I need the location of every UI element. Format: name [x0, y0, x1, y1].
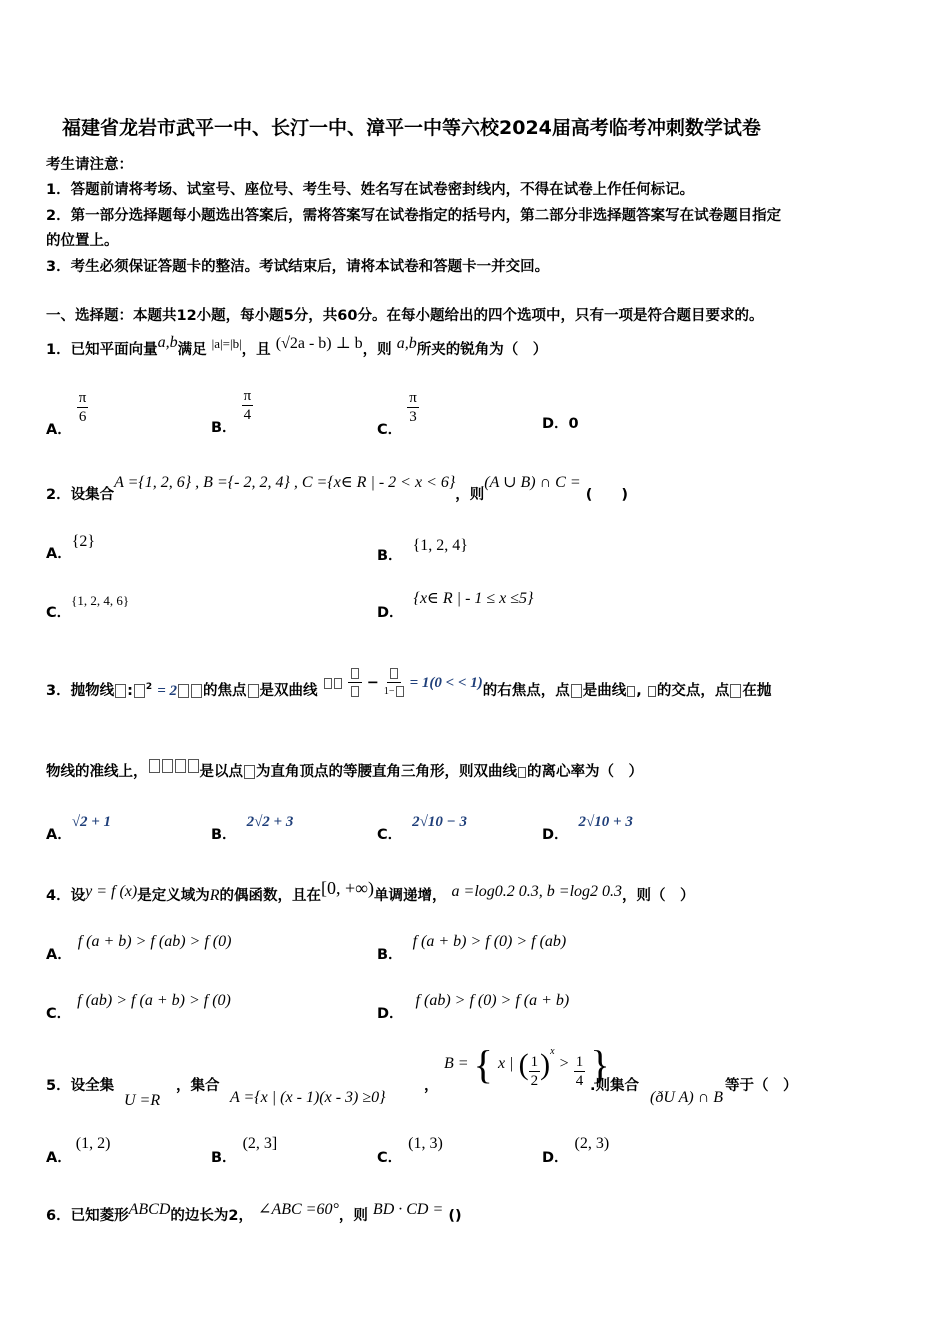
q2-text-2: ( ): [585, 487, 628, 503]
q5-set-B: [444, 1042, 610, 1100]
q4-option-d-value: f (ab) > f (0) > f (a + b): [415, 992, 570, 1009]
q5-option-c-label: C．: [377, 1150, 403, 1166]
q3-line2-prefix: 物线的准线上，: [46, 764, 148, 780]
q5-option-a: [46, 1132, 111, 1166]
placeholder-glyph: [351, 686, 359, 697]
q4-option-a-label: A．: [46, 947, 72, 963]
placeholder-glyph: [162, 759, 173, 773]
q3-text-5: 的交点，点: [656, 683, 730, 699]
q1-text-1: 满足: [177, 342, 207, 358]
placeholder-glyph: [648, 686, 656, 697]
q4-option-b-label: B．: [377, 947, 403, 963]
q4-R: R: [209, 887, 220, 904]
q1-condition-2: (√2a - b) ⊥ b: [275, 335, 363, 352]
q2-option-b-label: B．: [377, 548, 403, 564]
question-2: [46, 474, 628, 504]
q4-prefix: 4．设: [46, 888, 86, 904]
q6-abcd: ABCD: [128, 1201, 171, 1218]
q5-option-a-label: A．: [46, 1150, 72, 1166]
q2-option-a-label: A．: [46, 546, 72, 562]
placeholder-glyph: [149, 759, 160, 773]
placeholder-glyph: [390, 668, 398, 679]
q5-option-a-value: (1, 2): [75, 1135, 111, 1152]
q2-expr: (A ∪ B) ∩ C =: [484, 474, 581, 491]
q5-exponent: x: [550, 1045, 555, 1057]
notice-item-3: 3．考生必须保证答题卡的整洁。考试结束后，请将本试卷和答题卡一并交回。: [46, 259, 550, 275]
q4-function: y = f (x): [85, 883, 138, 900]
q5-option-c-value: (1, 3): [408, 1135, 443, 1152]
q5-half: [529, 1054, 541, 1090]
q3-option-a-value: √2 + 1: [71, 814, 112, 830]
q2-option-d: [377, 587, 534, 621]
q5-text-2: ，: [424, 1078, 439, 1094]
q3-text-3: 的右焦点，点: [482, 683, 570, 699]
q5-option-c: [377, 1132, 443, 1166]
q3-option-b-value: 2√2 + 3: [246, 814, 294, 830]
q5-B-left: B =: [444, 1055, 469, 1072]
q5-B-x: x |: [497, 1055, 514, 1072]
question-6: [46, 1201, 462, 1225]
q3-option-a-label: A．: [46, 827, 72, 843]
q4-option-d-label: D．: [377, 1006, 404, 1022]
q6-text-3: (): [448, 1208, 462, 1224]
q1-option-a-num: π: [78, 390, 87, 406]
q3-hyperbola-tail: = 1(0 < < 1): [409, 675, 483, 691]
placeholder-glyph: [115, 684, 126, 698]
q5-option-b-label: B．: [211, 1150, 237, 1166]
q5-half-den: 2: [530, 1072, 539, 1089]
question-3-line-2: [46, 760, 643, 781]
brace-left: {: [473, 1042, 493, 1087]
placeholder-glyph: [571, 684, 582, 698]
q2-option-d-label: D．: [377, 605, 404, 621]
q5-option-d-label: D．: [542, 1150, 569, 1166]
q1-text-4: 所夹的锐角为（ ）: [416, 342, 548, 358]
q5-expr: (ðU A) ∩ B: [650, 1089, 724, 1106]
q1-option-d: [542, 412, 579, 433]
q1-option-b-frac: [242, 388, 254, 424]
q3-text-8: 为直角顶点的等腰直角三角形，则双曲线: [256, 764, 517, 780]
question-3-line-1: 3．抛物线 : $^2$ = 2 的焦点 是双曲线 − 1− = 1(0 < < 1)的右焦点，点 是曲线 , 的交点，点 在抛: [46, 673, 771, 709]
q4-option-b: [377, 930, 567, 963]
q5-text-1: ，集合: [176, 1078, 220, 1094]
q3-option-d: [542, 810, 633, 843]
q3-option-b: [211, 810, 294, 843]
q3-option-d-label: D．: [542, 827, 569, 843]
placeholder-glyph: [396, 686, 404, 697]
hyperbola-frac-2: 1−: [384, 665, 405, 701]
q5-U: U =R: [124, 1092, 161, 1109]
q1-text-3: ，则: [362, 342, 392, 358]
q1-option-d-value: 0: [568, 416, 579, 432]
placeholder-glyph: [730, 684, 741, 698]
q1-option-c: [377, 390, 419, 438]
q4-text-2: 的偶函数，且在: [219, 888, 321, 904]
q4-option-a-value: f (a + b) > f (ab) > f (0): [77, 933, 232, 950]
q3-option-d-value: 2√10 + 3: [578, 814, 633, 830]
q6-text-1: 的边长为2，: [170, 1208, 253, 1224]
q1-option-c-frac: [407, 390, 419, 426]
q5-quarter-den: 4: [575, 1072, 584, 1089]
q4-option-c-value: f (ab) > f (a + b) > f (0): [77, 992, 231, 1009]
q3-option-c-value: 2√10 − 3: [412, 814, 467, 830]
q5-text-3: .则集合: [590, 1078, 640, 1094]
section-heading: 一、选择题：本题共12小题，每小题5分，共60分。在每小题给出的四个选项中，只有一项是符合题目要求的。: [46, 308, 764, 324]
paren-right: ): [540, 1048, 551, 1081]
q2-option-a: [46, 530, 96, 562]
q4-option-c-label: C．: [46, 1006, 72, 1022]
notice-item-2a: 2．第一部分选择题每小题选出答案后，需将答案写在试卷指定的括号内，第二部分非选择题答案写在试卷题目指定: [46, 208, 782, 224]
q3-text-2: 是双曲线: [259, 683, 318, 699]
q2-text-1: ，则: [455, 487, 485, 503]
q3-text-7: 是以点: [199, 764, 243, 780]
q5-set-A: [230, 1087, 386, 1107]
placeholder-glyph: [191, 684, 202, 698]
q5-quarter: [574, 1054, 586, 1090]
q2-option-c: [46, 589, 130, 621]
q1-option-b: [211, 388, 253, 436]
q5-option-d-value: (2, 3): [574, 1135, 610, 1152]
placeholder-glyph: [324, 678, 332, 689]
q4-option-c: [46, 989, 231, 1022]
q5-universal-set: [124, 1090, 160, 1110]
paren-left: (: [518, 1048, 529, 1081]
q6-text-2: ，则: [338, 1208, 368, 1224]
q5-expression: [650, 1087, 723, 1107]
q3-option-c: [377, 810, 467, 843]
placeholder-glyph: [188, 759, 199, 773]
placeholder-glyph: [244, 765, 255, 779]
q1-option-a-frac: [77, 390, 89, 426]
q1-option-d-label: D．: [542, 416, 569, 432]
q1-ab-2: a,b: [396, 335, 417, 352]
q1-condition-1: |a|=|b|: [211, 336, 242, 351]
q4-text-1: 是定义域为: [137, 888, 210, 904]
hyperbola-frac-1: [348, 665, 362, 701]
q6-angle: ∠ABC =60°: [258, 1201, 339, 1218]
q1-prefix: 1．已知平面向量: [46, 342, 158, 358]
q1-option-b-label: B．: [211, 420, 237, 436]
q2-option-a-value: {2}: [71, 533, 96, 550]
notice-item-2b: 的位置上。: [46, 233, 119, 249]
q3-option-a: [46, 810, 112, 843]
question-1: [46, 334, 548, 359]
q2-option-b-value: {1, 2, 4}: [412, 537, 468, 554]
q3-text-4: 是曲线: [582, 683, 627, 699]
placeholder-glyph: [518, 767, 526, 778]
q1-option-b-num: π: [243, 388, 252, 404]
page-title: 福建省龙岩市武平一中、长汀一中、漳平一中等六校2024届高考临考冲刺数学试卷: [62, 117, 761, 139]
q6-expr: BD · CD =: [372, 1201, 444, 1218]
q4-option-a: [46, 930, 232, 963]
q1-option-c-label: C．: [377, 422, 403, 438]
q5-A: A ={x | (x - 1)(x - 3) ≥0}: [230, 1089, 386, 1106]
placeholder-glyph: [134, 684, 145, 698]
q5-quarter-num: 1: [575, 1053, 584, 1070]
q3-parabola: = 2: [157, 683, 178, 699]
notice-item-1: 1．答题前请将考场、试室号、座位号、考生号、姓名写在试卷密封线内，不得在试卷上作任何标记。: [46, 182, 695, 198]
q5-text-4: 等于（ ）: [725, 1078, 798, 1094]
q5-half-num: 1: [530, 1053, 539, 1070]
q5-option-d: [542, 1132, 610, 1166]
placeholder-glyph: [627, 686, 635, 697]
brace-right: }: [590, 1042, 610, 1087]
q5-option-b-value: (2, 3]: [242, 1135, 278, 1152]
q3-prefix: 3．抛物线: [46, 683, 115, 699]
q2-sets: A ={1, 2, 6} , B ={- 2, 2, 4} , C ={x∈ R | - 2 < x < 6}: [114, 474, 456, 491]
q1-option-a-den: 6: [78, 409, 87, 425]
q5-gt: >: [559, 1055, 569, 1072]
q1-option-a-label: A．: [46, 422, 72, 438]
q2-option-c-label: C．: [46, 605, 72, 621]
placeholder-glyph: [248, 684, 259, 698]
q2-prefix: 2．设集合: [46, 487, 115, 503]
q3-option-b-label: B．: [211, 827, 237, 843]
q4-interval: [0, +∞): [320, 878, 374, 898]
q1-option-b-den: 4: [243, 407, 252, 423]
q2-option-c-value: {1, 2, 4, 6}: [71, 593, 130, 608]
q3-option-c-label: C．: [377, 827, 403, 843]
q3-text-6: 在抛: [742, 683, 772, 699]
q1-ab: a,b: [157, 334, 178, 351]
q6-prefix: 6．已知菱形: [46, 1208, 129, 1224]
notice-heading: 考生请注意：: [46, 157, 133, 173]
q1-option-c-den: 3: [409, 409, 417, 425]
q1-text-2: ，且: [241, 342, 271, 358]
q4-text-4: ，则（ ）: [622, 888, 695, 904]
placeholder-glyph: [178, 684, 189, 698]
placeholder-glyph: [175, 759, 186, 773]
placeholder-glyph: [334, 678, 342, 689]
q1-option-c-num: π: [409, 390, 417, 406]
q3-text-9: 的离心率为（ ）: [527, 764, 643, 780]
q4-option-b-value: f (a + b) > f (0) > f (ab): [412, 933, 567, 950]
q2-option-b: [377, 534, 468, 564]
question-5-prefix: 5．设全集: [46, 1078, 115, 1094]
q2-option-d-value: {x∈ R | - 1 ≤ x ≤5}: [413, 590, 534, 607]
q4-option-d: [377, 989, 570, 1022]
q3-text-1: 的焦点: [203, 683, 247, 699]
placeholder-glyph: [351, 668, 359, 679]
question-4: [46, 878, 695, 905]
q4-ab: a =log0.2 0.3, b =log2 0.3: [451, 883, 623, 900]
q4-text-3: 单调递增，: [373, 888, 447, 904]
q5-option-b: [211, 1132, 278, 1166]
q1-option-a: [46, 390, 88, 438]
